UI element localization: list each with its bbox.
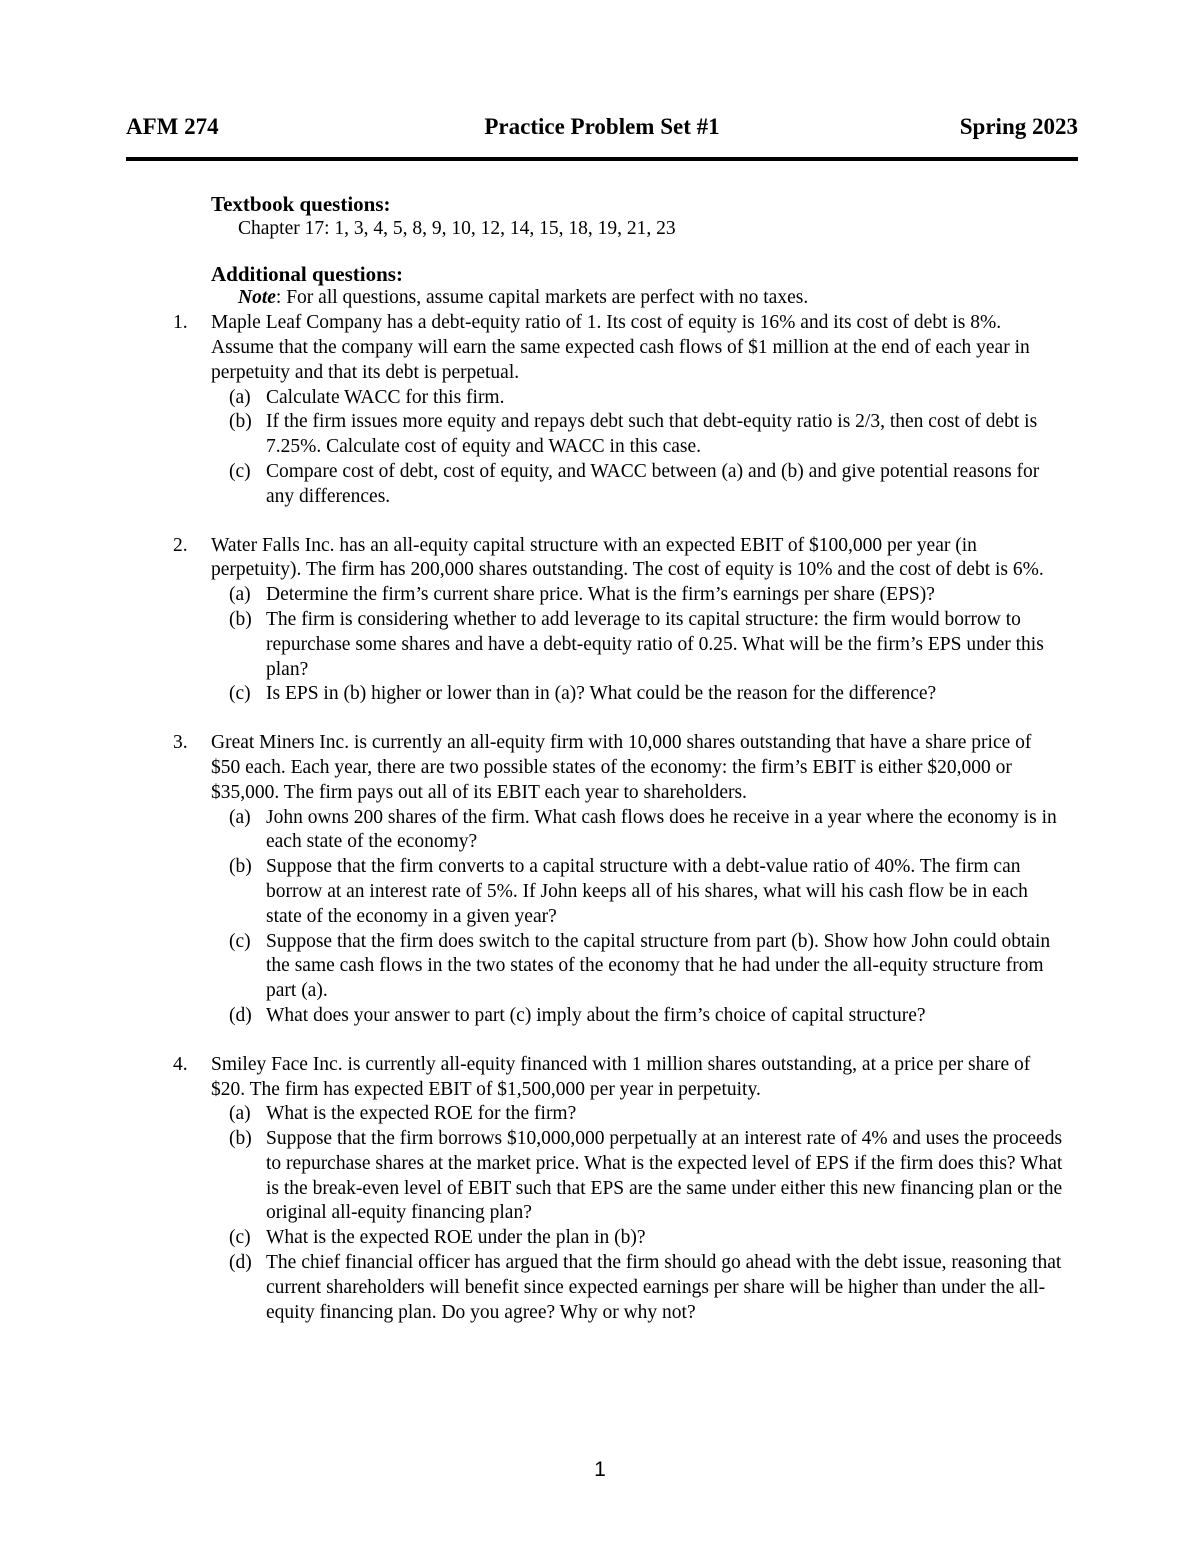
part-label: (b): [229, 411, 252, 433]
document-title: Practice Problem Set #1: [484, 114, 720, 139]
part-label: (b): [229, 856, 252, 878]
question-part: [211, 583, 1063, 608]
question-part: [211, 1226, 1063, 1251]
part-text: What does your answer to part (c) imply about the firm’s choice of capital structure?: [266, 1004, 926, 1026]
document-body: [173, 192, 1063, 1325]
part-label: (b): [229, 1128, 252, 1150]
part-label: (c): [229, 1227, 251, 1249]
part-text: Is EPS in (b) higher or lower than in (a)? What could be the reason for the difference?: [266, 683, 937, 705]
assumption-note: [211, 286, 1063, 311]
part-label: (c): [229, 683, 251, 705]
question-part: [211, 1251, 1063, 1325]
part-label: (d): [229, 1004, 252, 1026]
part-label: (c): [229, 930, 251, 952]
question-part: [211, 410, 1063, 460]
part-text: The chief financial officer has argued that the firm should go ahead with the debt issue, reasoning that current shareholders will benefit since expected earnings per share will be higher than under the all-equity financing plan. Do you agree? Why or why not?: [266, 1252, 1062, 1323]
part-text: Suppose that the firm converts to a capital structure with a debt-value ratio of 40%. The firm can borrow at an interest rate of 5%. If John keeps all of his shares, what will his cash flow be in each state of the economy in a given year?: [266, 856, 1028, 927]
term-label: Spring 2023: [959, 114, 1078, 139]
question-part: [211, 1127, 1063, 1226]
question-text: Maple Leaf Company has a debt-equity ratio of 1. Its cost of equity is 16% and its cost of debt is 8%. Assume that the company will earn the same expected cash flows of $1 million at the end of each year in perpetuity and that its debt is perpetual.: [211, 312, 1030, 383]
question-part: [211, 930, 1063, 1004]
question-number: 2.: [173, 534, 188, 556]
question-part: [211, 682, 1063, 707]
part-label: (a): [229, 1103, 251, 1125]
question-text: Water Falls Inc. has an all-equity capital structure with an expected EBIT of $100,000 per year (in perpetuity). The firm has 200,000 shares outstanding. The cost of equity is 10% and the cost of debt is 6%.: [211, 534, 1044, 581]
part-label: (b): [229, 608, 252, 630]
part-text: The firm is considering whether to add leverage to its capital structure: the firm would borrow to repurchase some shares and have a debt-equity ratio of 0.25. What will be the firm’s EPS under this plan?: [266, 608, 1044, 680]
part-label: (c): [229, 460, 251, 482]
part-text: Suppose that the firm borrows $10,000,000 perpetually at an interest rate of 4% and uses the proceeds to repurchase shares at the market price. What is the expected level of EPS if the firm does this? What is the break-even level of EBIT such that EPS are the same under either this new financing plan or the original all-equity financing plan?: [266, 1128, 1063, 1224]
part-text: Determine the firm’s current share price. What is the firm’s earnings per share (EPS)?: [266, 584, 935, 606]
part-text: Compare cost of debt, cost of equity, and WACC between (a) and (b) and give potential reasons for any differences.: [266, 460, 1040, 507]
question-number: 3.: [173, 732, 188, 754]
question-2: [173, 534, 1063, 584]
textbook-heading: Textbook questions:: [211, 192, 391, 216]
question-part: [211, 1004, 1063, 1029]
part-text: If the firm issues more equity and repays debt such that debt-equity ratio is 2/3, then cost of debt is 7.25%. Calculate cost of equity and WACC in this case.: [266, 411, 1038, 458]
additional-heading: Additional questions:: [211, 261, 403, 286]
question-text: Smiley Face Inc. is currently all-equity financed with 1 million shares outstanding, at a price per share of $20. The firm has expected EBIT of $1,500,000 per year in perpetuity.: [211, 1053, 1031, 1100]
part-text: Calculate WACC for this firm.: [266, 386, 505, 408]
part-label: (d): [229, 1252, 252, 1274]
question-number: 1.: [173, 312, 188, 334]
page-header: [126, 114, 1078, 148]
question-text: Great Miners Inc. is currently an all-equity firm with 10,000 shares outstanding that have a share price of $50 each. Each year, there are two possible states of the economy: the firm’s EBIT is either $20,000 or $35,000. The firm pays out all of its EBIT each year to shareholders.: [211, 732, 1032, 803]
question-part: [211, 1102, 1063, 1127]
question-part: [211, 460, 1063, 510]
note-label: Note: [238, 287, 276, 309]
part-text: What is the expected ROE for the firm?: [266, 1103, 577, 1125]
part-label: (a): [229, 386, 251, 408]
part-label: (a): [229, 584, 251, 606]
question-3: [173, 731, 1063, 805]
question-part: [211, 806, 1063, 856]
course-code: AFM 274: [126, 114, 219, 139]
part-text: John owns 200 shares of the firm. What cash flows does he receive in a year where the economy is in each state of the economy?: [266, 806, 1057, 853]
question-4: [173, 1053, 1063, 1103]
header-rule: [126, 157, 1078, 161]
part-text: Suppose that the firm does switch to the capital structure from part (b). Show how John could obtain the same cash flows in the two states of the economy that he had under the all-equity structure from part (a).: [266, 930, 1051, 1002]
textbook-chapters: Chapter 17: 1, 3, 4, 5, 8, 9, 10, 12, 14, 15, 18, 19, 21, 23: [238, 217, 676, 239]
question-part: [211, 855, 1063, 929]
question-part: [211, 386, 1063, 411]
question-1: [173, 311, 1063, 385]
question-part: [211, 608, 1063, 682]
part-label: (a): [229, 806, 251, 828]
question-number: 4.: [173, 1053, 188, 1075]
note-text: : For all questions, assume capital markets are perfect with no taxes.: [275, 287, 809, 309]
part-text: What is the expected ROE under the plan in (b)?: [266, 1227, 646, 1249]
page-number: 1: [594, 1458, 606, 1481]
